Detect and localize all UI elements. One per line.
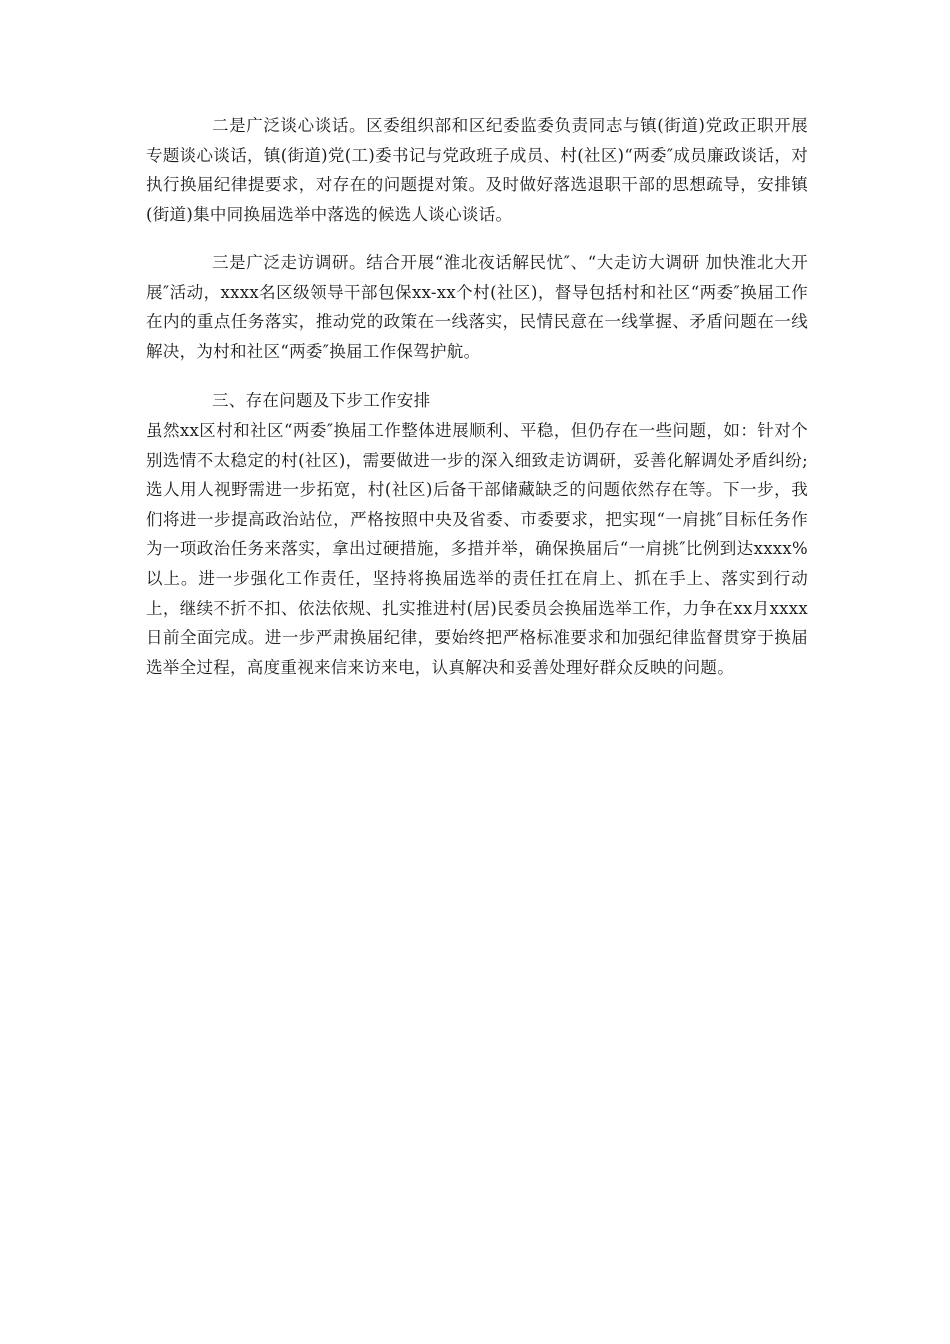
paragraph-visits-and-research: 三是广泛走访调研。结合开展“淮北夜话解民忧″、“大走访大调研 加快淮北大开展″活动，xxxx名区级领导干部包保xx-xx个村(社区)，督导包括村和社区“两委″换届工作在内的重点任务落实，推动党的政策在一线落实，民情民意在一线掌握、矛盾问题在一线解决，为村和社区“两委″换届工作保驾护航。 xyxy=(146,253,808,361)
paragraph-heart-to-heart-talks: 二是广泛谈心谈话。区委组织部和区纪委监委负责同志与镇(街道)党政正职开展专题谈心谈话，镇(街道)党(工)委书记与党政班子成员、村(社区)“两委″成员廉政谈话，对执行换届纪律提要求，对存在的问题提对策。及时做好落选退职干部的思想疏导，安排镇(街道)集中同换届选举中落选的候选人谈心谈话。 xyxy=(146,116,808,224)
paragraph-problems-and-next-steps: 虽然xx区村和社区“两委″换届工作整体进展顺利、平稳，但仍存在一些问题，如：针对个别选情不太稳定的村(社区)，需要做进一步的深入细致走访调研，妥善化解调处矛盾纠纷;选人用人视野需进一步拓宽，村(社区)后备干部储藏缺乏的问题依然存在等。下一步，我们将进一步提高政治站位，严格按照中央及省委、市委要求，把实现“一肩挑″目标任务作为一项政治任务来落实，拿出过硬措施，多措并举，确保换届后“一肩挑″比例到达xxxx%以上。进一步强化工作责任，坚持将换届选举的责任扛在肩上、抓在手上、落实到行动上，继续不折不扣、依法依规、扎实推进村(居)民委员会换届选举工作，力争在xx月xxxx日前全面完成。进一步严肃换届纪律，要始终把严格标准要求和加强纪律监督贯穿于换届选举全过程，高度重视来信来访来电，认真解决和妥善处理好群众反映的问题。 xyxy=(146,421,808,677)
section-heading-problems-and-next-steps: 三、存在问题及下步工作安排 xyxy=(212,391,431,410)
